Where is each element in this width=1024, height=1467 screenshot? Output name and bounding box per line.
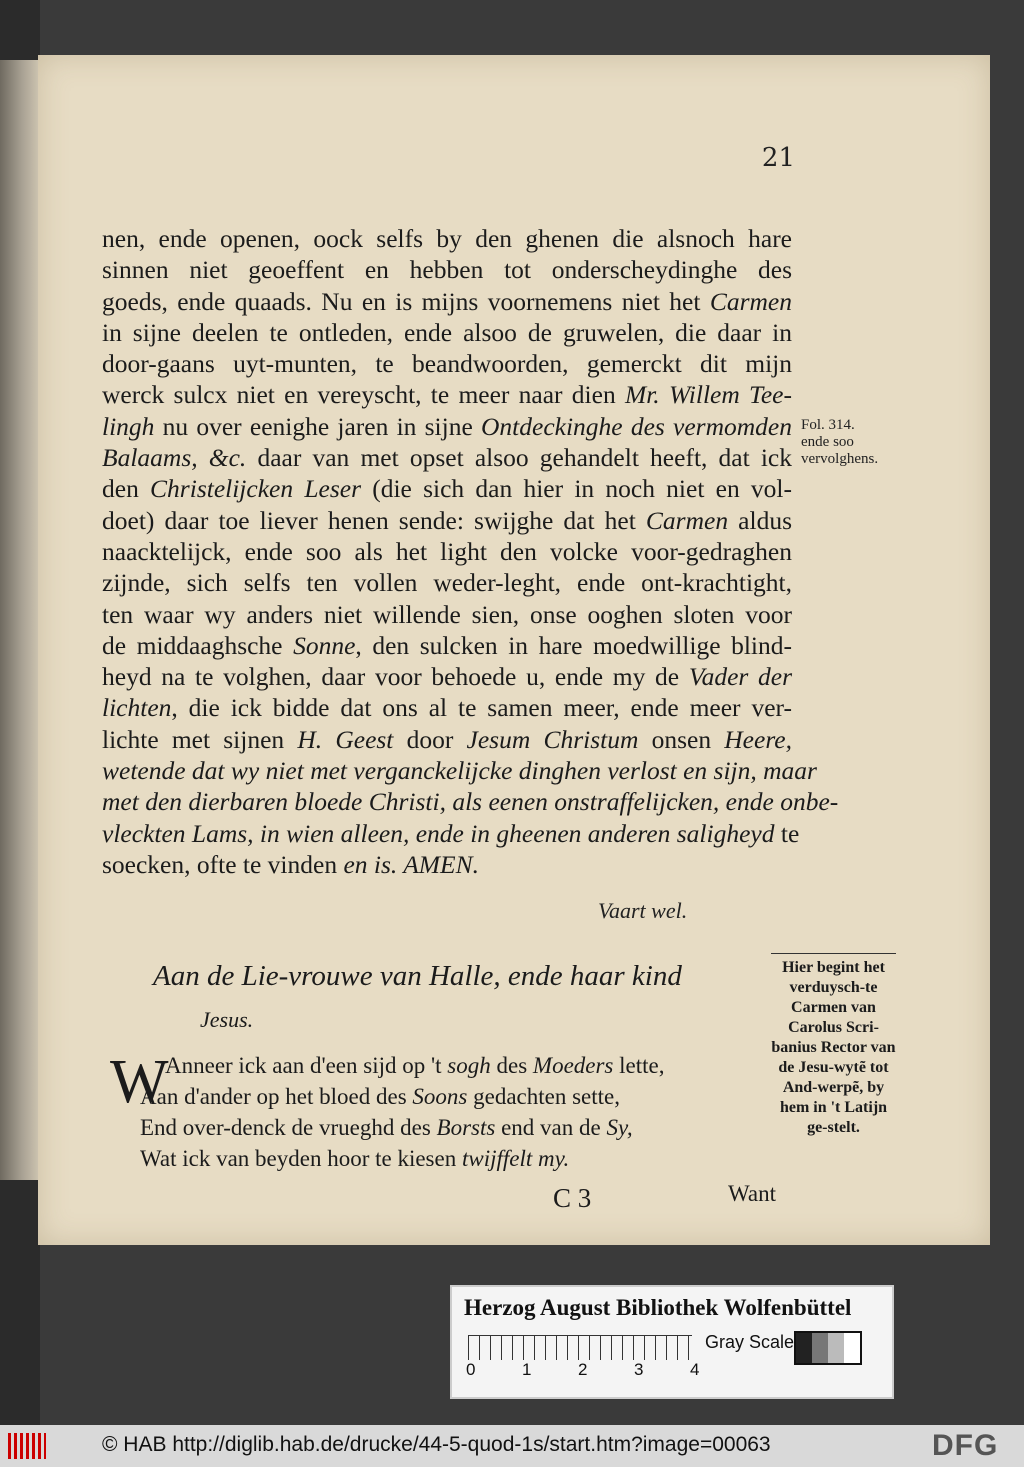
text-segment: Sy,	[606, 1115, 633, 1140]
gray-swatch	[844, 1333, 860, 1363]
dfg-logo: DFG	[932, 1429, 999, 1462]
text-segment: Moeders	[532, 1053, 614, 1078]
text-line	[102, 630, 792, 661]
book-spine	[0, 60, 40, 1180]
text-segment: nen, ende openen, oock selfs by den ghenen die alsnoch hare	[102, 224, 792, 253]
text-segment: naacktelijck, ende soo als het light den volcke voor-gedraghen	[102, 536, 792, 566]
text-segment: lette,	[613, 1053, 665, 1078]
text-segment: , den sulcken in hare moedwillige blind-	[355, 630, 793, 660]
text-line	[102, 505, 792, 536]
ruler-number: 2	[578, 1360, 588, 1379]
text-segment: werck sulcx niet en vereyscht, te meer naar dien	[102, 380, 625, 410]
gray-swatch	[796, 1333, 812, 1363]
text-line	[102, 473, 792, 504]
poem-lines	[110, 1050, 730, 1174]
text-segment: Anneer ick aan d'een sijd op 't	[165, 1053, 448, 1078]
text-line	[102, 755, 817, 786]
text-segment: Christelijcken Leser	[150, 474, 361, 504]
text-segment: vleckten Lams, in wien alleen, ende in gheenen anderen saligheyd	[102, 818, 775, 848]
gray-swatch	[828, 1333, 844, 1363]
page-number: 21	[761, 143, 795, 173]
text-segment: Heere,	[724, 724, 792, 754]
text-segment: in sijne deelen te ontleden, ende alsoo de gruwelen, die daar in	[102, 317, 792, 347]
signature-mark: C 3	[553, 1183, 592, 1213]
text-segment: onsen	[638, 724, 725, 754]
text-segment: Balaams, &c.	[102, 443, 247, 473]
text-line	[102, 599, 792, 630]
text-segment: door-gaans uyt-munten, te beandwoorden, gemerckt dit mijn	[102, 349, 792, 379]
text-segment: zijnde, sich selfs ten vollen weder-leght, ende ont-krachtight,	[102, 568, 792, 598]
footer-bar	[0, 1425, 1024, 1467]
text-segment: en is. AMEN.	[343, 849, 479, 879]
text-segment: soecken, ofte te vinden	[102, 849, 344, 879]
text-segment: Vader der	[688, 662, 793, 692]
text-segment: daar van met opset alsoo gehandelt heeft, dat ick	[246, 443, 793, 473]
text-segment: sogh	[447, 1053, 491, 1078]
library-title: Herzog August Bibliothek Wolfenbüttel	[464, 1295, 852, 1320]
text-line	[102, 286, 792, 317]
text-segment: Ontdeckinghe des vermomden	[481, 411, 792, 441]
text-line	[110, 1143, 730, 1174]
text-line	[102, 254, 792, 285]
text-segment: doet) daar toe liever henen sende: swijghe dat het	[102, 505, 646, 535]
text-line	[102, 849, 792, 880]
gray-scale-label: Gray Scale	[705, 1332, 795, 1352]
text-segment: (die sich dan hier in noch niet en vol-	[361, 474, 793, 504]
text-line	[110, 1050, 730, 1081]
ruler-number: 0	[466, 1360, 476, 1379]
text-segment: twijffelt my.	[461, 1146, 570, 1171]
text-segment: ten waar wy anders niet willende sien, onse ooghen sloten voor	[102, 599, 792, 629]
text-segment: den	[102, 474, 151, 504]
poem-heading: Aan de Lie-vrouwe van Halle, ende haar kind	[153, 960, 682, 992]
ruler-number: 3	[634, 1360, 644, 1379]
text-segment: nu over eenighe jaren in sijne	[154, 411, 481, 441]
text-segment: Carmen	[709, 286, 792, 316]
ruler	[468, 1335, 692, 1360]
gray-scale-swatches	[794, 1331, 862, 1365]
text-segment: Jesum Christum	[466, 724, 639, 754]
text-segment: des	[490, 1053, 533, 1078]
text-segment: met den dierbaren bloede Christi, als eenen onstraffelijcken, ende onbe-	[102, 787, 839, 817]
text-segment: heyd na te volghen, daar voor behoede u, ende my de	[102, 662, 689, 692]
text-segment: aldus	[728, 505, 793, 535]
text-line	[102, 661, 792, 692]
text-segment: te	[774, 818, 800, 848]
text-segment: Mr. Willem Tee-	[624, 380, 792, 410]
color-scale-card	[450, 1285, 894, 1399]
signoff: Vaart wel.	[598, 898, 688, 923]
text-line	[102, 348, 792, 379]
catchword: Want	[728, 1181, 776, 1206]
poem	[110, 1050, 730, 1174]
poem-heading-continued: Jesus.	[200, 1007, 254, 1032]
drop-cap: W	[110, 1048, 169, 1116]
text-segment: lingh	[102, 411, 155, 441]
text-line	[102, 411, 792, 442]
ruler-number: 1	[522, 1360, 532, 1379]
text-segment: lichten	[102, 693, 172, 723]
text-line	[102, 724, 792, 755]
text-line	[102, 786, 839, 817]
text-segment: de middaaghsche	[102, 630, 294, 660]
body-text	[102, 223, 839, 880]
text-line	[110, 1081, 730, 1112]
text-line	[102, 379, 792, 410]
text-line	[102, 536, 792, 567]
text-segment: Borsts	[436, 1115, 496, 1140]
text-segment: sinnen niet geoeffent en hebben tot onderscheydinghe des	[102, 255, 792, 285]
hab-logo-icon	[8, 1433, 46, 1459]
text-segment: H. Geest	[297, 724, 394, 754]
text-segment: End over-denck de vrueghd des	[140, 1115, 437, 1140]
text-line	[102, 223, 792, 254]
book-page	[38, 55, 990, 1245]
ruler-number: 4	[690, 1360, 700, 1379]
text-segment: Carmen	[645, 505, 729, 535]
text-segment: , die ick bidde dat ons al te samen meer, ende meer ver-	[171, 693, 792, 723]
text-segment: wetende dat wy niet met verganckelijcke dinghen verlost en sijn, maar	[102, 756, 817, 786]
text-line	[102, 567, 792, 598]
text-segment: goeds, ende quaads. Nu en is mijns voornemens niet het	[102, 286, 710, 316]
text-segment: Aan d'ander op het bloed des	[140, 1084, 413, 1109]
copyright-url[interactable]: © HAB http://diglib.hab.de/drucke/44-5-quod-1s/start.htm?image=00063	[102, 1433, 771, 1456]
text-segment: lichte met sijnen	[102, 724, 298, 754]
margin-note: Hier begint het verduysch-te Carmen van Carolus Scri-banius Rector van de Jesu-wytẽ tot And-werpẽ, by hem in 't Latijn ge-stelt.	[771, 953, 896, 1138]
margin-reference: Fol. 314. ende soo vervolghens.	[801, 417, 879, 467]
text-line	[102, 442, 792, 473]
text-segment: door	[393, 724, 467, 754]
text-segment: Wat ick van beyden hoor te kiesen	[140, 1146, 462, 1171]
text-segment: Soons	[412, 1084, 468, 1109]
text-line	[102, 818, 800, 849]
text-segment: end van de	[495, 1115, 607, 1140]
gray-swatch	[812, 1333, 828, 1363]
text-line	[102, 692, 792, 723]
text-line	[110, 1112, 730, 1143]
text-segment: gedachten sette,	[467, 1084, 620, 1109]
text-line	[102, 317, 792, 348]
text-segment: Sonne	[293, 630, 356, 660]
